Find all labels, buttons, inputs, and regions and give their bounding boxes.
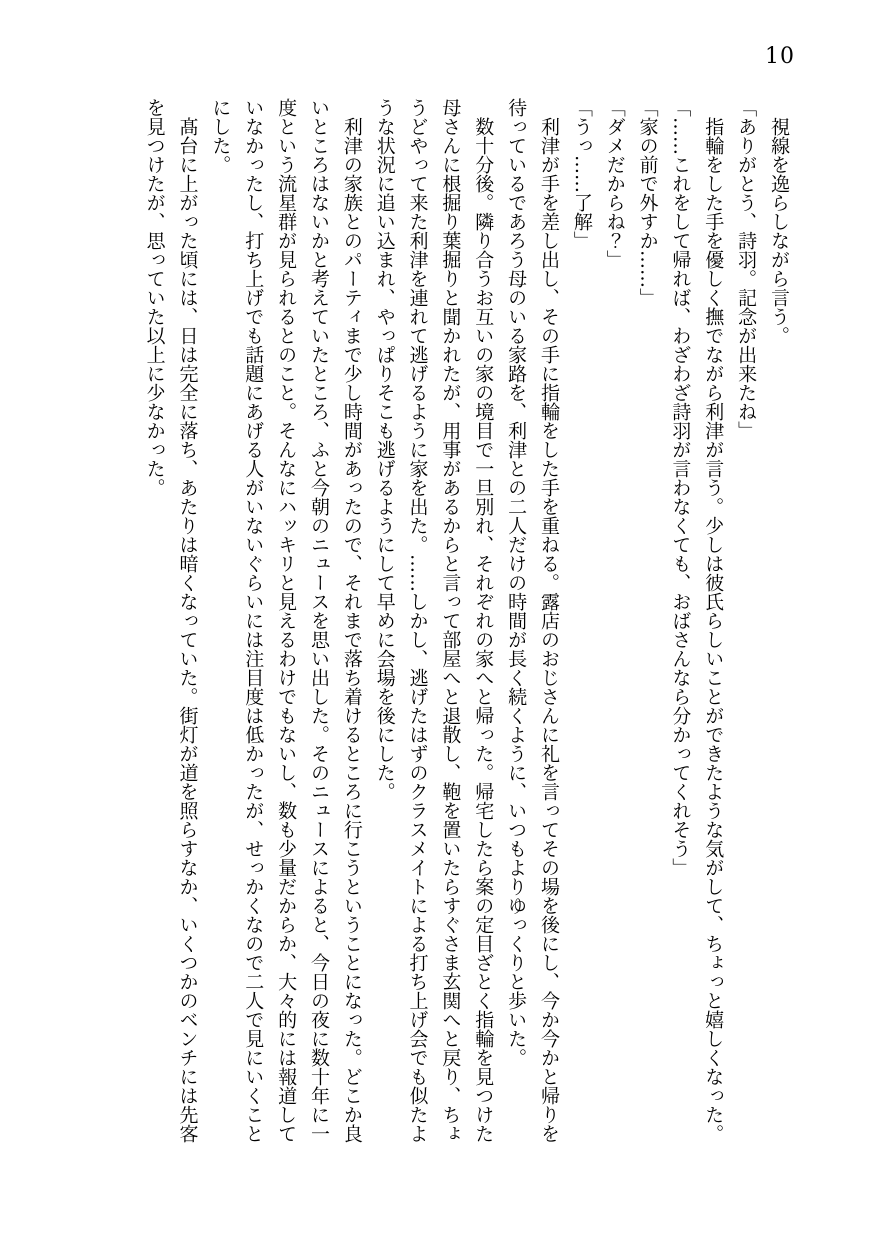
dialogue-line-1: 「ありがとう、詩羽。記念が出来たね」 bbox=[735, 98, 758, 440]
paragraph-narration-3: 利津が手を差し出し、その手に指輪をした手を重ねる。露店のおじさんに礼を言ってその場を後にし、今か今かと帰りを待っているであろう母のいる家路を、利津との二人だけの時間が長く続くように、いつもよりゆっくりと歩いた。 bbox=[505, 98, 560, 1143]
paragraph-narration-2: 指輪をした手を優しく撫でながら利津が言う。少しは彼氏らしいことができたような気がして、ちょっと嬉しくなった。 bbox=[702, 117, 725, 1143]
paragraph-narration-1: 視線を逸らしながら言う。 bbox=[768, 117, 790, 345]
dialogue-line-3: 「家の前で外すか……」 bbox=[636, 98, 659, 307]
vertical-text-block bbox=[138, 98, 795, 1148]
dialogue-line-4: 「ダメだからね？」 bbox=[603, 98, 626, 269]
dialogue-line-5: 「うっ……了解」 bbox=[570, 98, 593, 250]
paragraph-narration-5: 利津の家族とのパーティまで少し時間があったので、それまで落ち着けるところに行こうということになった。どこか良いところはないかと考えていたところ、ふと今朝のニュースを思い出した。そのニュースによると、今日の夜に数十年に一度という流星群が見られるとのこと。そんなにハッキリと見えるわけでもないし、数も少量だからか、大々的には報道していなかったし、打ち上げでも話題にあげる人がいないぐらいには注目度は低かったが、せっかくなので二人で見にいくことにした。 bbox=[209, 98, 363, 1143]
paragraph-narration-6: 髙台に上がった頃には、日は完全に落ち、あたりは暗くなっていた。街灯が道を照らすなか、いくつかのベンチには先客を見つけたが、思っていた以上に少なかった。 bbox=[143, 98, 199, 1143]
paragraph-narration-4: 数十分後。隣り合うお互いの家の境目で一旦別れ、それぞれの家へと帰った。帰宅したら案の定目ざとく指輪を見つけた母さんに根掘り葉掘りと聞かれたが、用事があるからと言って部屋へと退散し、鞄を置いたらすぐさま玄関へと戻り、ちょうどやって来た利津を連れて逃げるように家を出た。……しかし、逃げたはずのクラスメイトによる打ち上げ会でも似たような状況に追い込まれ、やっぱりそこも逃げるようにして早めに会場を後にした。 bbox=[373, 98, 495, 1143]
page-number: 10 bbox=[765, 44, 795, 69]
dialogue-line-2: 「……これをして帰れば、わざわざ詩羽が言わなくても、おばさんなら分かってくれそう」 bbox=[669, 98, 692, 877]
